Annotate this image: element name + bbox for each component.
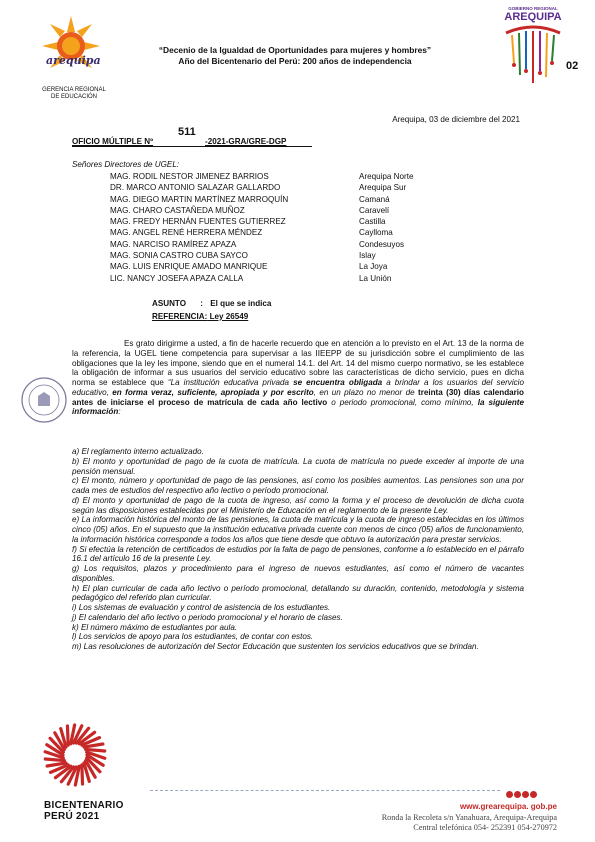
director-row bbox=[110, 250, 430, 261]
peru-label: PERÚ 2021 bbox=[44, 811, 100, 822]
director-ugel: Camaná bbox=[359, 194, 390, 204]
body-intro: Es grato dirigirme a usted, a fin de hacerle recuerdo que en atención a lo previsto en el Art. 13 de la norma de la referencia, la UGEL tiene competencia para supervisar a las IIEEPP de su jurisdicción sobre el cumplimiento de las obligaciones que la ley les impone, siendo que en el numeral 14.1. del Art. 14 del mismo cuerpo normativo, se les establece la obligación de informar a sus usuarios del servicio educativo sobre las características de dicho servicio, pues en dicha norma se establece que bbox=[72, 339, 524, 387]
oficio-prefix: OFICIO MÚLTIPLE Nº bbox=[72, 137, 154, 146]
gov-logo bbox=[500, 6, 566, 92]
director-row bbox=[110, 205, 430, 216]
org-line-1: GERENCIA REGIONAL bbox=[42, 87, 106, 93]
quote-part-4: o periodo promocional, como mínimo, bbox=[327, 397, 478, 407]
director-ugel: Arequipa Norte bbox=[359, 172, 414, 181]
phone: Central telefónica 054- 252391 054-270972 bbox=[413, 823, 557, 833]
requirement-item: f) Si efectúa la retención de certificados de estudios por la falta de pago de pensiones, conforme a lo establecido en el párrafo 16.1 del artículo 16 de la presente Ley. bbox=[72, 544, 524, 564]
requirement-item: e) La información histórica del monto de las pensiones, la cuota de matrícula y la cuota de ingreso establecidas en los últimos cinco (05) años. En el supuesto que la institución educativa privada cuente con menos de cinco (05) años de funcionamiento, la información histórica corresponde a todos los años que tiene desde que obtuvo la autorización para prestar servicios. bbox=[72, 515, 524, 544]
requirement-item: c) El monto, número y oportunidad de pago de las pensiones, así como los posibles aumentos. Las pensiones son una por cada mes de estudios del respectivo año lectivo o período promocional. bbox=[72, 476, 524, 495]
director-name: MAG. DIEGO MARTIN MARTÍNEZ MARROQUÍN bbox=[110, 194, 289, 204]
youtube-icon[interactable] bbox=[530, 791, 537, 798]
requirement-item: i) Los sistemas de evaluación y control de asistencia de los estudiantes. bbox=[72, 603, 331, 612]
referencia-label: REFERENCIA: bbox=[152, 312, 208, 321]
director-name: MAG. NARCISO RAMÍREZ APAZA bbox=[110, 239, 237, 249]
org-name bbox=[24, 87, 124, 101]
director-name: MAG. FREDY HERNÁN FUENTES GUTIERREZ bbox=[110, 217, 286, 227]
director-ugel: Arequipa Sur bbox=[359, 183, 407, 193]
salutation: Señores Directores de UGEL: bbox=[72, 160, 180, 169]
director-name: LIC. NANCY JOSEFA APAZA CALLA bbox=[110, 273, 244, 283]
requirement-item: m) Las resoluciones de autorización del Sector Educación que sustenten los servicios educativos que se brindan. bbox=[72, 642, 479, 651]
requirement-item: k) El número máximo de estudiantes por aula. bbox=[72, 622, 238, 632]
twitter-icon[interactable] bbox=[522, 791, 529, 798]
instagram-icon[interactable] bbox=[514, 791, 521, 798]
director-row bbox=[110, 216, 430, 227]
requirement-item: j) El calendario del año lectivo o periodo promocional y el horario de clases. bbox=[72, 612, 343, 622]
director-ugel: Condesuyos bbox=[359, 239, 404, 249]
oficio-heading bbox=[72, 126, 322, 148]
quote-bold-1: se encuentra obligada bbox=[293, 378, 383, 387]
requirement-item: d) El monto y oportunidad de pago de la cuota de ingreso, así como la forma y el proceso de devolución de dicha cuota según las disposiciones establecidas por el Ministerio de Educación en el reglamento de la presente Ley. bbox=[72, 495, 524, 515]
bicentenario-emblem-icon bbox=[42, 722, 108, 788]
logo-text: arequipa bbox=[46, 54, 101, 67]
director-name: MAG. ANGEL RENÉ HERRERA MÉNDEZ bbox=[110, 228, 263, 238]
footer-divider bbox=[150, 790, 500, 791]
director-row bbox=[110, 273, 430, 284]
footer-contact bbox=[257, 802, 557, 834]
website-link[interactable]: www.grearequipa. gob.pe bbox=[459, 802, 557, 811]
quote-bold-3: treinta (30) días calendario antes de iniciarse el proceso de matrícula de cada año lectivo bbox=[72, 387, 524, 407]
facebook-icon[interactable] bbox=[506, 791, 513, 798]
director-name: MAG. RODIL NESTOR JIMENEZ BARRIOS bbox=[110, 172, 269, 181]
requirements-list bbox=[72, 447, 524, 652]
header-mottos bbox=[120, 45, 470, 67]
oficio-number: 511 bbox=[178, 126, 196, 138]
bicentenario-text bbox=[44, 800, 124, 822]
quote-part-1: “La institución educativa privada bbox=[167, 378, 294, 387]
quote-bold-4: la siguiente información bbox=[72, 397, 524, 417]
director-row bbox=[110, 227, 430, 238]
director-name: DR. MARCO ANTONIO SALAZAR GALLARDO bbox=[110, 183, 281, 193]
gov-small-text: GOBIERNO REGIONAL bbox=[508, 6, 558, 11]
director-row bbox=[110, 239, 430, 250]
quote-bold-2: en forma veraz, suficiente, apropiada y por escrito bbox=[112, 387, 314, 397]
director-ugel: Islay bbox=[359, 251, 376, 261]
org-line-2: DE EDUCACIÓN bbox=[50, 94, 97, 100]
asunto-row bbox=[152, 299, 271, 308]
seal-stamp-icon bbox=[20, 376, 68, 424]
director-ugel: La Unión bbox=[359, 273, 392, 283]
official-stamp bbox=[20, 376, 68, 424]
body-paragraph bbox=[72, 339, 524, 417]
director-name: MAG. SONIA CASTRO CUBA SAYCO bbox=[110, 251, 248, 261]
emblem-ray bbox=[67, 726, 68, 745]
oficio-suffix: -2021-GRA/GRE-DGP bbox=[205, 137, 287, 146]
director-ugel: Caravelí bbox=[359, 205, 390, 215]
gov-emblem-icon bbox=[500, 23, 566, 89]
emblem-ray bbox=[45, 759, 64, 761]
year-line: Año del Bicentenario del Perú: 200 años de independencia bbox=[178, 56, 412, 66]
quote-part-3: , en un plazo no menor de bbox=[313, 387, 419, 397]
requirement-item: l) Los servicios de apoyo para los estudiantes, de contar con estos. bbox=[72, 632, 314, 642]
bicentenario-label: BICENTENARIO bbox=[44, 800, 124, 811]
header-logo bbox=[40, 14, 102, 80]
director-list bbox=[110, 171, 430, 284]
director-ugel: Castilla bbox=[359, 217, 386, 227]
asunto-label: ASUNTO bbox=[152, 299, 187, 308]
address: Ronda la Recoleta s/n Yanahuara, Arequipa-Arequipa bbox=[381, 812, 557, 822]
requirement-item: h) El plan curricular de cada año lectivo o período promocional, detallando su duración, contenido, metodología y sistema pedagógico del referido plan curricular. bbox=[72, 583, 524, 603]
sun-logo-icon bbox=[40, 14, 102, 80]
letter-date: Arequipa, 03 de diciembre del 2021 bbox=[392, 115, 520, 124]
asunto-colon: : bbox=[200, 299, 203, 308]
quote-part-5: : bbox=[118, 407, 121, 417]
director-ugel: Caylloma bbox=[359, 228, 393, 238]
gov-big-text: AREQUIPA bbox=[504, 11, 562, 23]
director-name: MAG. LUIS ENRIQUE AMADO MANRIQUE bbox=[110, 262, 268, 272]
emblem-ray bbox=[86, 749, 105, 751]
asunto-value: El que se indica bbox=[210, 299, 272, 308]
bicentenario-logo bbox=[42, 722, 108, 788]
quote-part-2: a brindar a los usuarios del servicio educativo, bbox=[72, 378, 524, 397]
referencia-row bbox=[152, 312, 248, 321]
page-code: 02 bbox=[566, 60, 579, 72]
oficio-underline bbox=[72, 146, 312, 147]
requirement-item: g) Los requisitos, plazos y procedimiento para el ingreso de nuevos estudiantes, así como el número de vacantes disponibles. bbox=[72, 564, 524, 583]
requirement-item: b) El monto y oportunidad de pago de la cuota de matrícula. La cuota de matrícula no puede exceder al importe de una pensión mensual. bbox=[72, 456, 524, 476]
director-name: MAG. CHARO CASTAÑEDA MUÑOZ bbox=[110, 205, 245, 215]
emblem-ray bbox=[82, 765, 83, 784]
director-ugel: La Joya bbox=[359, 262, 388, 272]
referencia-value: Ley 26549 bbox=[209, 312, 249, 321]
director-row bbox=[110, 182, 430, 193]
requirement-item: a) El reglamento interno actualizado. bbox=[72, 447, 204, 456]
director-row bbox=[110, 194, 430, 205]
director-row bbox=[110, 261, 430, 272]
decade-line: “Decenio de la Igualdad de Oportunidades para mujeres y hombres” bbox=[158, 45, 432, 55]
director-row bbox=[110, 171, 430, 182]
